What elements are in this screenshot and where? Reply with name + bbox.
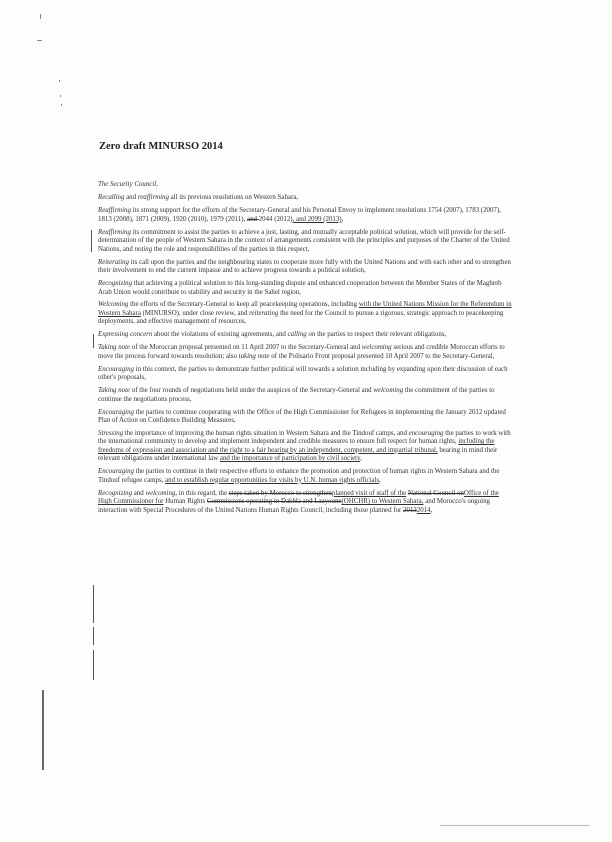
paragraph-text: the commitment of the parties to continue the negotiations process, — [98, 387, 495, 403]
paragraph-text: the efforts of the Secretary-General to keep all peacekeeping operations, including — [128, 301, 359, 309]
paragraph-text: of the Moroccan proposal presented on 11 April 2007 to the Secretary-General and — [130, 344, 362, 352]
scan-line — [440, 825, 590, 826]
paragraph-p15 — [98, 490, 514, 515]
operative-phrase: Encouraging — [98, 468, 134, 476]
paragraph-text: and — [124, 194, 138, 202]
paragraph-text: its call upon the parties and the neighbouring states to cooperate more fully with the United Nations and with each other and to strengthen their involvement to end the current impasse and to achieve progress towards a political solution, — [98, 258, 511, 275]
operative-phrase: Encouraging — [98, 365, 134, 373]
deleted-text: 2013 — [403, 506, 417, 514]
paragraph-text: the parties to work with the international community to develop and implement independent and credible measures to ensure full respect for human rights, — [98, 429, 511, 446]
paragraph-text: of the Polisario Front proposal presented 10 April 2007 to the Secretary-General, — [269, 352, 495, 360]
paragraph-text: , in this regard, the — [175, 489, 229, 497]
paragraph-text: , — [341, 215, 344, 223]
operative-phrase: Taking note — [98, 344, 131, 352]
operative-phrase: Taking note — [98, 387, 131, 395]
paragraph-text: in this context, the parties to demonstrate further political will towards a solution including by expanding upon their discussion of each other's proposals, — [98, 365, 508, 382]
paragraph-p01 — [98, 181, 514, 189]
paragraph-text: bearing in mind their relevant obligations under international law — [98, 446, 498, 463]
paragraph-p08 — [98, 331, 514, 339]
inserted-text: , and 2099 (2013) — [292, 215, 342, 223]
operative-phrase: Recalling — [98, 194, 125, 202]
operative-phrase: The Security Council, — [98, 181, 158, 188]
inserted-text: and the importance of participation by civil society — [219, 455, 361, 463]
margin-mark — [37, 40, 42, 41]
paragraph-text: the role and responsibilities of the parties in this respect, — [152, 245, 310, 253]
operative-phrase: Reaffirming — [98, 228, 131, 236]
deleted-text: Commissions operating in Dakhla and Laayoune — [206, 498, 342, 506]
margin-mark — [60, 95, 61, 97]
margin-mark — [40, 14, 41, 19]
operative-phrase: Expressing concern — [98, 331, 153, 339]
paragraph-text: the parties to respect their relevant obligations, — [315, 331, 447, 339]
paragraph-text: the need for the Council to pursue a rigorous, strategic approach to peacekeeping deployments, and effective management of resources, — [98, 309, 504, 326]
paragraph-p04 — [98, 229, 514, 254]
paragraph-text: , — [430, 506, 433, 514]
deleted-text: steps taken by Morocco to strengthen — [228, 489, 332, 497]
paragraph-text: , — [379, 476, 381, 484]
operative-phrase: encouraging — [408, 429, 444, 437]
change-bar — [93, 585, 94, 623]
paragraph-p05 — [98, 259, 514, 276]
operative-phrase: calling on — [287, 331, 316, 339]
paragraph-text: , — [360, 455, 362, 463]
deleted-text: and — [247, 215, 259, 223]
paragraph-p14 — [98, 468, 514, 485]
margin-mark — [59, 80, 60, 82]
paragraph-text: serious and credible Moroccan efforts to move the process forward towards resolution; also — [98, 344, 505, 360]
paragraph-text: Human Rights — [163, 498, 207, 506]
paragraph-text: about the violations of existing agreements, and — [152, 331, 288, 339]
inserted-text: 2014 — [416, 506, 431, 514]
paragraph-p11 — [98, 387, 514, 404]
operative-phrase: Recognizing — [98, 489, 133, 497]
paragraph-text: its strong support for the efforts of the Secretary-General and his Personal Envoy to implement resolutions 1754 (2007), 1783 (2007), 1813 (2008), 1871 (2009), 1920 (2010), 1979 (2011), — [98, 207, 501, 223]
paragraph-text: the parties to continue in their respective efforts to enhance the promotion and protection of human rights in Western Sahara and the Tindouf refugee camps, — [98, 468, 500, 484]
inserted-text: and to establish regular opportunities for visits by U.N. human rights officials — [165, 476, 380, 484]
paragraph-p02 — [98, 194, 514, 202]
paragraph-text: and — [132, 489, 146, 497]
inserted-text: (OHCHR) to Western Sahara, — [341, 498, 424, 506]
change-bar — [93, 627, 94, 645]
operative-phrase: Reiterating — [98, 258, 130, 266]
operative-phrase: welcoming — [361, 344, 392, 352]
inserted-text: including the freedoms of expression and association and the right to a fair hearing by an independent, competent, and impartial tribunal, — [98, 438, 495, 454]
inserted-text: planned visit of staff of the — [331, 489, 407, 497]
change-bar — [93, 650, 94, 680]
paragraph-text: 2044 (2012) — [258, 215, 293, 223]
operative-phrase: reiterating — [249, 309, 279, 317]
operative-phrase: welcoming — [145, 489, 176, 497]
paragraph-p10 — [98, 366, 514, 383]
margin-mark — [42, 690, 44, 770]
paragraph-text: all its previous resolutions on Western Sahara, — [168, 194, 299, 202]
paragraph-p06 — [98, 280, 514, 297]
paragraph-text: and Morocco's ongoing interaction with Special Procedures of the United Nations Human Rights Council, including those planned for — [98, 498, 490, 514]
deleted-text: National Council on — [407, 489, 464, 497]
operative-phrase: reaffirming — [137, 194, 169, 202]
operative-phrase: Welcoming — [98, 301, 129, 309]
paragraph-text: the parties to continue cooperating with the Office of the High Commissioner for Refugees in implementing the January 2012 updated Plan of Action on Confidence Building Measures, — [98, 408, 506, 424]
operative-phrase: welcoming — [373, 387, 404, 395]
operative-phrase: Recognizing — [98, 280, 133, 288]
paragraph-text: the importance of improving the human rights situation in Western Sahara and the Tindouf camps, and — [123, 429, 409, 437]
inserted-text: with the United Nations Mission for the Referendum in Western Sahara — [98, 301, 512, 317]
paragraph-text: that achieving a political solution to this long-standing dispute and enhanced cooperation between the Member States of the Maghreb Arab Union would contribute to stability and security in the Sahel region, — [98, 280, 502, 296]
margin-mark — [61, 104, 62, 106]
resolution-body — [98, 181, 514, 520]
paragraph-p07 — [98, 301, 514, 326]
operative-phrase: taking note — [238, 352, 270, 360]
paragraph-p12 — [98, 409, 514, 426]
change-bar — [91, 230, 92, 252]
paragraph-text: of the four rounds of negotiations held under the auspices of the Secretary-General and — [130, 387, 374, 395]
operative-phrase: Stressing — [98, 429, 124, 437]
paragraph-p03 — [98, 207, 514, 224]
paragraph-text: its commitment to assist the parties to achieve a just, lasting, and mutually acceptable political solution, which will provide for the self-determination of the people of Western Sahara in the context of arrangements consistent with the principles and purposes of the Charter of the United Nations, and — [98, 228, 510, 253]
document-title: Zero draft MINURSO 2014 — [99, 141, 223, 152]
paragraph-p09 — [98, 344, 514, 361]
operative-phrase: Reaffirming — [98, 207, 131, 215]
operative-phrase: noting — [134, 245, 153, 253]
inserted-text: Office of the High Commissioner for — [98, 489, 499, 506]
paragraph-text: (MINURSO), under close review, and — [140, 309, 250, 317]
operative-phrase: Encouraging — [98, 408, 134, 416]
paragraph-p13 — [98, 430, 514, 464]
change-bar — [93, 334, 94, 348]
